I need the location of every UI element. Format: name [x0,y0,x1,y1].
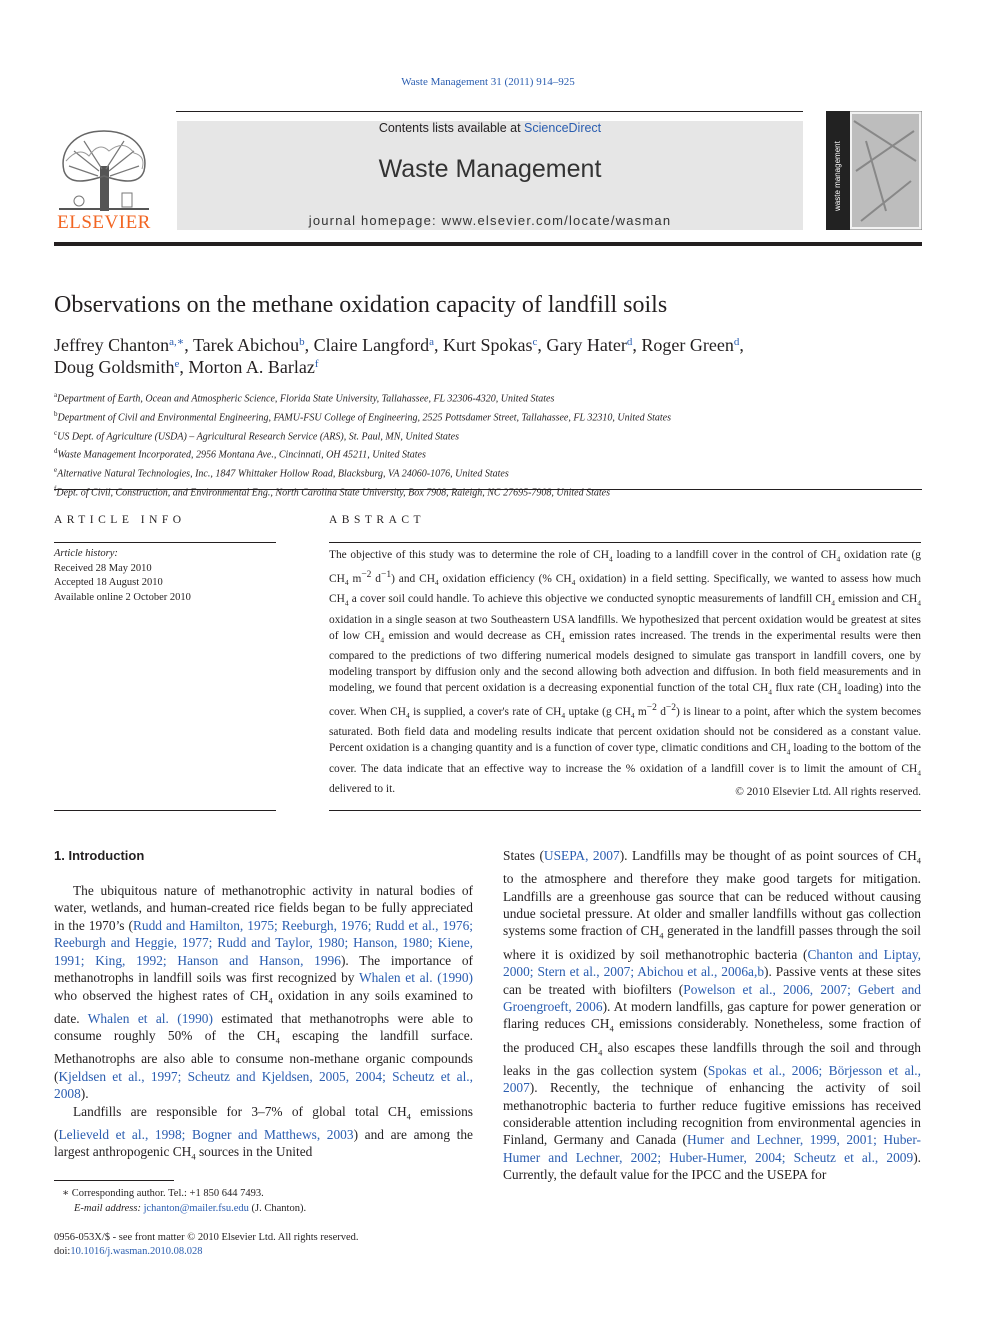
citation-link[interactable]: USEPA, 2007 [543,848,620,863]
article-title: Observations on the methane oxidation capacity of landfill soils [54,292,668,318]
contents-line [177,121,803,135]
affiliation: $^a$Department of Earth, Ocean and Atmospheric Science, Florida State University, Tallahassee, FL 32306-4320, United States [54,391,555,405]
affiliation: $^c$US Dept. of Agriculture (USDA) – Agricultural Research Service (ARS), St. Paul, MN, United States [54,428,459,442]
affiliation: $^b$Department of Civil and Environmental Engineering, FAMU-FSU College of Engineering, 2525 Pottsdamer Street, Tallahassee, FL 32310, United States [54,409,671,424]
online-date: Available online 2 October 2010 [54,591,191,603]
author-name: Morton A. Barlaz [188,357,315,377]
history-label: Article history: [54,548,118,559]
divider [54,489,922,490]
citation-link[interactable]: Humer and Lechner, 1999, 2001; Huber-Humer and Lechner, 2002; Huber-Humer, 2004; Scheutz et al., 2009 [503,1132,921,1165]
author-name: Claire Langford [313,335,430,355]
author-name: Roger Green [641,335,734,355]
citation-link[interactable]: Powelson et al., 2006, 2007; Gebert and Groengroeft, 2006 [503,981,921,1014]
journal-cover-image [826,111,922,230]
citation-link[interactable]: Spokas et al., 2006; Börjesson et al., 2007 [503,1062,921,1096]
author-affiliation-marker[interactable]: a,∗ [169,336,185,348]
citation-link[interactable]: Chanton and Liptay, 2000; Stern et al., 2007; Abichou et al., 2006a,b [503,946,922,980]
divider [329,810,921,811]
author-list: Jeffrey Chanton$^{a,∗}$, Tarek Abichou$^b$, Claire Langford$^a$, Kurt Spokas$^c$, Gary Hater$^d$, Roger Green$^d$, Doug Goldsmith$^e$, Morton A. Barlaz$^f$ [54,335,744,377]
divider [54,810,276,811]
author-affiliation-marker[interactable]: a [429,336,434,348]
body-paragraph: States (USEPA, 2007). Landfills may be thought of as point sources of $CH_4$ to the atmosphere and therefore they make good targets for mitigation. Landfills are a greenhouse gas source that can be reduced without causing undue societal pressure. At older and smaller landfills without gas collection systems some fraction of $CH_4$ generated in the landfill passes through the soil where it is oxidized by soil methanotrophic bacteria (Chanton and Liptay, 2000; Stern et al., 2007; Abichou et al., 2006a,b). Passive vents at these sites can be treated with biofilters (Powelson et al., 2006, 2007; Gebert and Groengroeft, 2006). At modern landfills, gas capture for power generation or flaring reduces $CH_4$ emissions considerably. Nonetheless, some fraction of the produced $CH_4$ also escapes these landfills through the soil and through leaks in the gas collection system (Spokas et al., 2006; Börjesson et al., 2007). Recently, the technique of enhancing the activity of soil methanotrophic bacteria to further reduce fugitive emissions has received considerable attention including recognition from environmental agencies in Finland, Germany and Canada (Humer and Lechner, 1999, 2001; Huber-Humer and Lechner, 2002; Huber-Humer, 2004; Scheutz et al., 2009). Currently, the default value for the IPCC and the USEPA for [503,848,922,1183]
journal-homepage[interactable]: journal homepage: www.elsevier.com/locate/wasman [308,213,672,228]
author-affiliation-marker[interactable]: e [174,358,180,370]
footnote-star: ∗ [62,1188,70,1199]
email-link[interactable]: jchanton@mailer.fsu.edu [143,1203,249,1214]
body-paragraph: The ubiquitous nature of methanotrophic activity in natural bodies of water, wetlands, and human-created rice fields began to be fully appreciated in the 1970’s (Rudd and Hamilton, 1975; Reeburgh, 1976; Rudd et al., 1976; Reeburgh and Heggie, 1977; Rudd and Taylor, 1980; Hanson, 1980; Kiene, 1991; King, 1992; Hanson and Hanson, 1996). The importance of methanotrophs in landfill soils was first recognized by Whalen et al. (1990) who observed the highest rates of $CH_4$ oxidation in any soils examined to date. Whalen et al. (1990) estimated that methanotrophs were able to consume roughly 50% of the $CH_4$ escaping the landfill surface. Methanotrophs are also able to consume non-methane organic compounds (Kjeldsen et al., 1997; Scheutz and Kjeldsen, 2005, 2004; Scheutz et al., 2008). [54,883,474,1102]
author-affiliation-marker[interactable]: f [314,358,319,370]
abstract-body: The objective of this study was to determine the role of $CH_4$ loading to a landfill cover in the control of $CH_4$ oxidation rate (g $CH_4$ $m^{-2}$ $d^{-1}$) and $CH_4$ oxidation efficiency (% $CH_4$ oxidation) in a field setting. Specifically, we wanted to assess how much $CH_4$ a cover soil could handle. To achieve this objective we conducted synoptic measurements of landfill $CH_4$ emission and $CH_4$ oxidation in a single season at two Southeastern USA landfills. We hypothesized that percent oxidation would be greatest at sites of low $CH_4$ emission and would decrease as $CH_4$ emission rates increased. The trends in the experimental results were then compared to the predictions of two differing numerical models designed to simulate gas transport in landfill covers, one by modeling transport by diffusion only and the second allowing both advection and diffusion. In both field measurements and in modeling, we found that percent oxidation is a decreasing exponential function of the total $CH_4$ flux rate ($CH_4$ loading) into the cover. When $CH_4$ is supplied, a cover's rate of $CH_4$ uptake (g $CH_4$ $m^{-2}$ $d^{-2}$) is linear to a point, after which the system becomes saturated. Both field data and modeling results indicate that percent oxidation should not be considered as a constant value. Percent oxidation is a changing quantity and is a function of cover type, climatic conditions and $CH_4$ loading to the bottom of the cover. The data indicate that an effective way to increase the % oxidation of a landfill cover is to limit the amount of $CH_4$ delivered to it. [329,549,921,795]
affiliation: $^d$Waste Management Incorporated, 2956 Montana Ave., Cincinnati, OH 45211, United States [54,447,426,461]
body-column-right [503,847,921,1184]
doi-link[interactable]: 10.1016/j.wasman.2010.08.028 [70,1246,203,1257]
body-column-left [54,882,473,1166]
citation-link[interactable]: Lelieveld et al., 1998; Bogner and Matthews, 2003 [58,1126,354,1142]
divider [54,542,276,543]
corresponding-author-footnote [54,1186,474,1216]
article-history [54,547,284,605]
citation-link[interactable]: Whalen et al. (1990) [358,970,474,986]
issn-line: 0956-053X/$ - see front matter © 2010 Elsevier Ltd. All rights reserved. [54,1232,359,1243]
body-paragraph: Landfills are responsible for 3–7% of global total $CH_4$ emissions (Lelieveld et al., 1998; Bogner and Matthews, 2003) and are among the largest anthropogenic $CH_4$ sources in the United [54,1103,474,1163]
cover-title: waste management [833,141,842,211]
elsevier-wordmark: ELSEVIER [57,212,151,233]
abstract-heading: ABSTRACT [329,514,426,526]
journal-reference[interactable]: Waste Management 31 (2011) 914–925 [401,76,575,88]
author-name: Gary Hater [546,335,627,355]
accepted-date: Accepted 18 August 2010 [54,577,163,588]
header-rule [176,111,803,112]
corresponding-text: Corresponding author. Tel.: +1 850 644 7493. [71,1188,264,1199]
author-affiliation-marker[interactable]: b [299,336,305,348]
author-name: Kurt Spokas [443,335,533,355]
abstract-copyright: © 2010 Elsevier Ltd. All rights reserved. [735,786,921,798]
citation-link[interactable]: Whalen et al. (1990) [87,1010,213,1026]
article-info-heading: ARTICLE INFO [54,514,186,526]
doi-prefix: doi: [54,1246,71,1257]
author-name: Tarek Abichou [192,335,300,355]
author-affiliation-marker[interactable]: d [733,336,740,348]
section-heading-introduction: 1. Introduction [54,848,145,863]
affiliations [54,388,924,501]
divider [329,542,921,543]
footnote-rule [54,1180,174,1181]
header-thick-rule [54,242,922,246]
email-suffix: (J. Chanton). [248,1203,307,1214]
contents-prefix: Contents lists available at [378,121,521,135]
sciencedirect-link[interactable]: ScienceDirect [524,121,602,135]
affiliation: $^e$Alternative Natural Technologies, Inc., 1847 Whittaker Hollow Road, Blacksburg, VA 24060-1076, United States [54,466,509,480]
author-affiliation-marker[interactable]: c [532,336,538,348]
author-name: Doug Goldsmith [54,357,175,377]
citation-link[interactable]: Kjeldsen et al., 1997; Scheutz and Kjeldsen, 2005, 2004; Scheutz et al., 2008 [54,1068,473,1102]
received-date: Received 28 May 2010 [54,562,152,574]
email-label: E-mail address: [74,1203,141,1214]
author-name: Jeffrey Chanton [54,335,170,355]
affiliation: $^f$Dept. of Civil, Construction, and Environmental Eng., North Carolina State University, Box 7908, Raleigh, NC 27695-7908, United States [54,485,611,499]
journal-title: Waste Management [378,155,602,183]
author-affiliation-marker[interactable]: d [626,336,633,348]
citation-link[interactable]: Rudd and Hamilton, 1975; Reeburgh, 1976; Rudd et al., 1976; Reeburgh and Heggie, 1977; Rudd and Taylor, 1980; Hanson, 1980; Kiene, 1991; King, 1992; Hanson and Hanson, 1996 [54,917,473,968]
issn-footer [54,1231,474,1259]
